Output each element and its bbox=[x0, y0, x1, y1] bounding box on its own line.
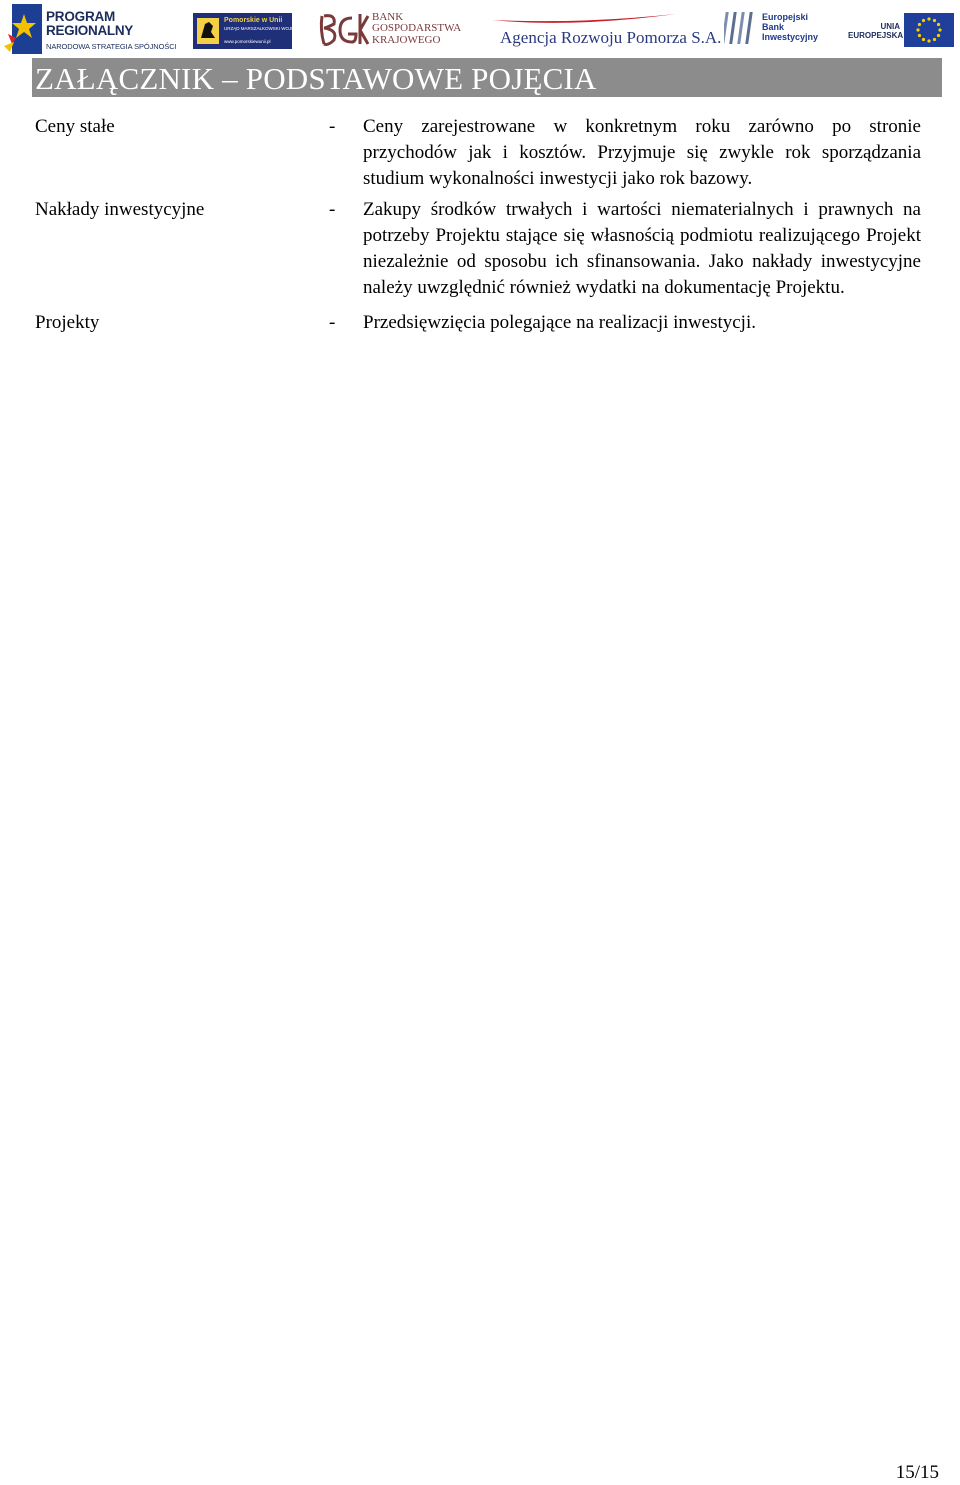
page-number: 15/15 bbox=[895, 1462, 939, 1483]
program-regionalny-star-icon bbox=[4, 4, 44, 54]
eu-star bbox=[938, 28, 941, 31]
eu-star bbox=[916, 28, 919, 31]
definition-row bbox=[35, 197, 921, 301]
page-title: ZAŁĄCZNIK – PODSTAWOWE POJĘCIA bbox=[35, 61, 597, 96]
definition-dash: - bbox=[329, 312, 336, 333]
program-regionalny-line2: REGIONALNY bbox=[46, 23, 134, 38]
eu-star bbox=[918, 23, 921, 26]
definition-list bbox=[35, 114, 921, 341]
definition-description: Zakupy środków trwałych i wartości niematerialnych i prawnych na potrzeby Projektu stające się własnością podmiotu realizującego Projekt niezależnie od sposobu ich sfinansowania. Jako nakłady inwestycyjne należy uwzględnić również wydatki na dokumentację Projektu. bbox=[363, 199, 921, 298]
pomorskie-logo bbox=[193, 13, 354, 49]
eu-star bbox=[937, 34, 940, 37]
ebi-line2: Bank bbox=[762, 22, 785, 32]
definition-description: Przedsięwzięcia polegające na realizacji inwestycji. bbox=[363, 312, 756, 333]
eu-star bbox=[922, 19, 925, 22]
ebi-line3: Inwestycyjny bbox=[762, 32, 819, 42]
program-regionalny-logo bbox=[4, 4, 177, 54]
bgk-line2: GOSPODARSTWA bbox=[372, 22, 462, 34]
ue-line2: EUROPEJSKA bbox=[848, 31, 904, 40]
program-regionalny-line3: NARODOWA STRATEGIA SPÓJNOŚCI bbox=[46, 42, 177, 51]
ebi-line1: Europejski bbox=[762, 12, 809, 22]
definition-dash: - bbox=[329, 116, 336, 137]
pomorskie-line3: www.pomorskiewunii.pl bbox=[224, 39, 271, 44]
pomorskie-line2: URZĄD MARSZAŁKOWSKI WOJEWÓDZTWA POMORSKIEGO bbox=[224, 26, 354, 31]
definition-term: Projekty bbox=[35, 312, 100, 333]
arp-text: Agencja Rozwoju Pomorza S.A. bbox=[500, 28, 722, 47]
bgk-logo bbox=[318, 10, 473, 50]
definition-term: Ceny stałe bbox=[35, 116, 115, 137]
ebi-logo bbox=[724, 10, 824, 50]
eu-star bbox=[933, 38, 936, 41]
pomorskie-line1: Pomorskie w Unii bbox=[224, 17, 283, 24]
eu-star bbox=[927, 17, 930, 20]
bgk-monogram-icon bbox=[318, 10, 370, 48]
ebi-bars-icon bbox=[724, 10, 758, 48]
definition-row bbox=[35, 114, 921, 192]
definition-description: Ceny zarejestrowane w konkretnym roku zarówno po stronie przychodów jak i kosztów. Przyjmuje się zwykle rok sporządzania studium wykonalności inwestycji jako rok bazowy. bbox=[363, 116, 921, 189]
eu-flag-icon bbox=[904, 13, 954, 47]
griffin-crest-icon bbox=[197, 18, 219, 44]
arp-swoosh-icon bbox=[490, 12, 680, 28]
bgk-line1: BANK bbox=[372, 11, 404, 23]
arp-logo bbox=[490, 12, 722, 52]
bgk-line3: KRAJOWEGO bbox=[372, 34, 441, 46]
definition-dash: - bbox=[329, 199, 336, 220]
definition-term: Nakłady inwestycyjne bbox=[35, 199, 205, 220]
program-regionalny-line1: PROGRAM bbox=[46, 9, 116, 24]
logo-header bbox=[0, 0, 960, 56]
eu-star bbox=[933, 19, 936, 22]
definition-row bbox=[35, 310, 921, 336]
ue-logo bbox=[848, 13, 956, 49]
eu-star bbox=[927, 39, 930, 42]
ue-line1: UNIA bbox=[880, 22, 900, 31]
eu-star bbox=[937, 23, 940, 26]
title-band bbox=[32, 58, 942, 97]
eu-star bbox=[918, 34, 921, 37]
eu-star bbox=[922, 38, 925, 41]
